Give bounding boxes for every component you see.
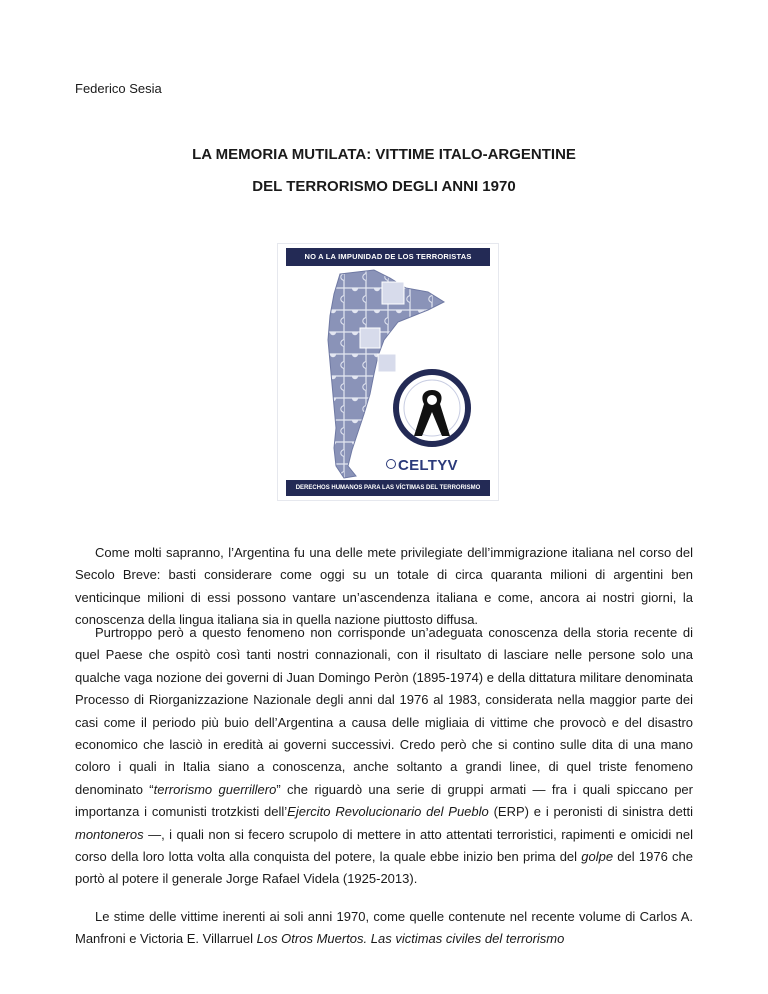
poster-bottom-text: PARA LAS VÍCTIMAS DEL TERRORISMO [362, 485, 481, 491]
poster-top-bold: NO [304, 252, 317, 261]
text-run: Le stime delle vittime inerenti ai soli anni 1970, come quelle contenute nel recente volume di Carlos A. Manfroni e Victoria E. Villarruel [75, 909, 693, 947]
text-run: Purtroppo però a questo fenomeno non corrisponde un’adeguata conoscenza della storia recente di quel Paese che ospitò così tanti nostri connazionali, con il risultato di lasciare nelle persone solo una qualche vaga nozione dei governi di Juan Domingo Peròn (1895-1974) e della dittatura militare denominata Processo di Riorganizzazione Nazionale degli anni dal 1976 al 1983, considerata nella maggior parte dei casi come il periodo più buio dell’Argentina a causa delle migliaia di vittime che provocò e del disastro economico che lasciò in eredità ai governi successivi. Credo però che si contino sulle dita di una mano coloro i quali in Italia siano a conoscenza, anche soltanto a grandi linee, di quel triste fenomeno denominato “ [75, 625, 693, 797]
poster-bottom-bold: DERECHOS HUMANOS [295, 485, 363, 491]
italic-text-run: Ejercito Revolucionario del Pueblo [287, 804, 489, 820]
poster-bottom-banner [286, 480, 490, 496]
celtyv-seal-icon [386, 459, 396, 469]
poster-top-text: A LA IMPUNIDAD DE LOS TERRORISTAS [316, 252, 472, 261]
body-paragraph-1 [75, 542, 693, 632]
text-run: Come molti sapranno, l’Argentina fu una delle mete privilegiate dell’immigrazione italiana nel corso del Secolo Breve: basti considerare come oggi su un totale di circa quaranta milioni di argentini ben venticinque milioni di essi possono vantare un’ascendenza italiana e come, ancora ai nostri giorni, la conoscenza della lingua italiana sia in quella nazione piuttosto diffusa. [75, 545, 693, 628]
text-run: —, i quali non si fecero scrupolo di mettere in atto attentati terroristici, rapimenti e omicidi nel corso della loro lotta volta alla conquista del potere, la quale ebbe inizio ben prima del [75, 826, 693, 865]
author-name: Federico Sesia [75, 81, 162, 96]
body-paragraph-2 [75, 622, 693, 891]
poster-image [278, 244, 498, 500]
text-run: (ERP) e i peronisti di sinistra detti [488, 804, 693, 820]
italic-text-run: Los Otros Muertos. Las victimas civiles del terrorismo [256, 931, 565, 947]
italic-text-run: montoneros [75, 826, 144, 842]
text-run: del 1976 che portò al potere il generale Jorge Rafael Videla (1925-2013). [75, 849, 693, 887]
poster-top-banner [286, 248, 490, 266]
italic-text-run: golpe [581, 849, 614, 865]
text-run: ” che riguardò una serie di gruppi armati — fra i quali spiccano per importanza i comunisti trotzkisti dell’ [75, 781, 693, 820]
body-paragraph-3 [75, 906, 693, 951]
article-title-line-2: DEL TERRORISMO DEGLI ANNI 1970 [252, 178, 516, 195]
celtyv-logo-text: CELTYV [398, 457, 458, 474]
article-title-line-1: LA MEMORIA MUTILATA: VITTIME ITALO-ARGENTINE [192, 146, 576, 163]
italic-text-run: terrorismo guerrillero [153, 781, 277, 797]
